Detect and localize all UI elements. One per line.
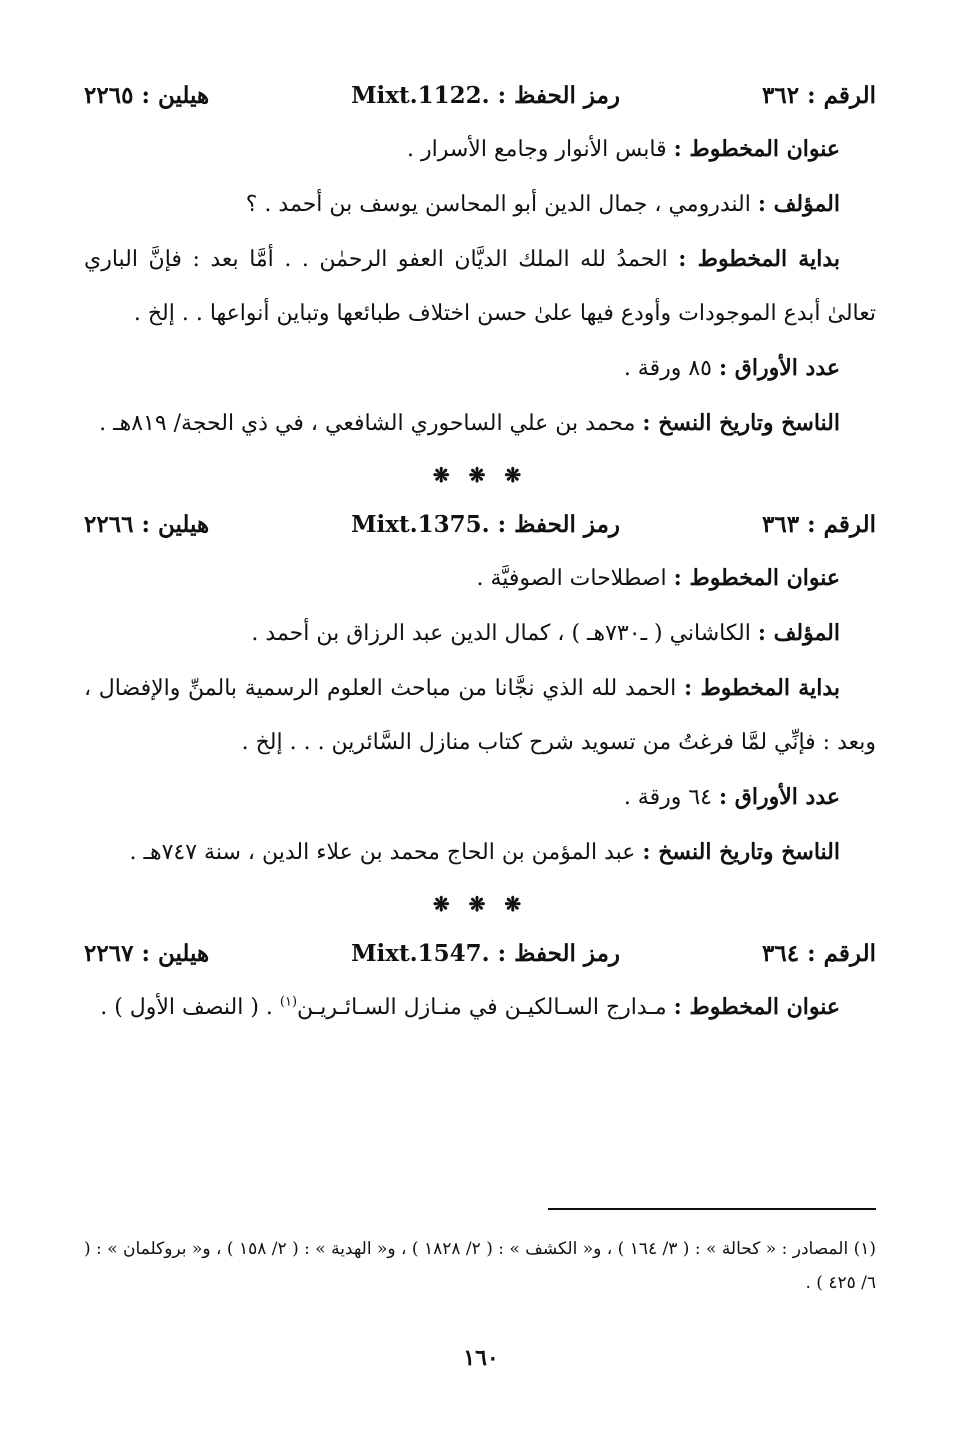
- call-number-value: Mixt.1547.: [351, 940, 490, 967]
- footnote: (١) المصادر : « كحالة » : ( ٣/ ١٦٤ ) ، و« الكشف » : ( ٢/ ١٨٢٨ ) ، و« الهدية » : ( ٢/ ١٥٨ ) ، و« بروكلمان » : ( ٦/ ٤٢٥ ) .: [84, 1239, 876, 1293]
- copyist-value: عبد المؤمن بن الحاج محمد بن علاء الدين ، سنة ٧٤٧هـ .: [129, 840, 636, 865]
- title-value: اصطلاحات الصوفيَّة .: [476, 566, 667, 591]
- copyist-label: الناسخ وتاريخ النسخ :: [642, 839, 840, 865]
- title-label: عنوان المخطوط :: [673, 565, 840, 591]
- manuscript-copyist: [84, 825, 876, 880]
- title-value-after: . ( النصف الأول ) .: [100, 995, 280, 1020]
- incipit-label: بداية المخطوط :: [683, 675, 840, 701]
- manuscript-entry-362: [84, 70, 876, 451]
- entry-number: الرقم : ٣٦٢: [762, 82, 876, 109]
- call-number-label: رمز الحفظ :: [497, 82, 621, 109]
- folios-value: ٦٤ ورقة .: [623, 785, 712, 810]
- catalog-page: [84, 70, 876, 1035]
- manuscript-copyist: [84, 396, 876, 451]
- manuscript-entry-364: [84, 928, 876, 1035]
- helen-number: هيلين : ٢٢٦٥: [84, 82, 210, 109]
- call-number: [351, 928, 620, 980]
- entry-separator: ❋ ❋ ❋: [432, 463, 528, 487]
- call-number: [351, 70, 620, 122]
- manuscript-author: [84, 177, 876, 232]
- entry-header: [84, 70, 876, 122]
- call-number: [351, 499, 620, 551]
- manuscript-author: [84, 606, 876, 661]
- footnote-marker[interactable]: (١): [279, 994, 298, 1010]
- entry-number: الرقم : ٣٦٣: [762, 511, 876, 538]
- manuscript-entry-363: [84, 499, 876, 880]
- incipit-label: بداية المخطوط :: [678, 246, 840, 272]
- entry-number: الرقم : ٣٦٤: [762, 940, 876, 967]
- manuscript-incipit: [84, 232, 876, 341]
- page-number: ١٦٠: [463, 1345, 499, 1371]
- manuscript-folios: [84, 341, 876, 396]
- helen-number: هيلين : ٢٢٦٦: [84, 511, 210, 538]
- folios-label: عدد الأوراق :: [719, 355, 840, 381]
- manuscript-title: [84, 551, 876, 606]
- call-number-label: رمز الحفظ :: [497, 511, 621, 538]
- folios-label: عدد الأوراق :: [719, 784, 840, 810]
- folios-value: ٨٥ ورقة .: [623, 356, 712, 381]
- title-value: مـدارج السـالكيـن في منـازل السـائـريـن: [297, 995, 667, 1020]
- incipit-value: الحمدُ لله الملك الديَّان العفو الرحمٰن . . أمَّا بعد : فإنَّ الباري تعالىٰ أبدع الموجودات وأودع فيها علىٰ حسن اختلاف طبائعها وتباين أنواعها . . إلخ .: [84, 247, 876, 326]
- entry-header: [84, 928, 876, 980]
- manuscript-title: [84, 980, 876, 1035]
- author-label: المؤلف :: [757, 191, 840, 217]
- manuscript-incipit: [84, 661, 876, 770]
- call-number-value: Mixt.1122.: [351, 82, 490, 109]
- entry-separator: ❋ ❋ ❋: [432, 892, 528, 916]
- call-number-value: Mixt.1375.: [351, 511, 490, 538]
- incipit-value: الحمد لله الذي نجَّانا من مباحث العلوم الرسمية بالمنِّ والإفضال ، وبعد : فإنِّي لمَّا فرغتُ من تسويد شرح كتاب منازل السَّائرين . . . إلخ .: [84, 676, 876, 755]
- entry-header: [84, 499, 876, 551]
- copyist-label: الناسخ وتاريخ النسخ :: [642, 410, 840, 436]
- manuscript-title: [84, 122, 876, 177]
- author-value: الندرومي ، جمال الدين أبو المحاسن يوسف بن أحمد . ؟: [245, 192, 751, 217]
- author-value: الكاشاني ( ـ٧٣٠هـ ) ، كمال الدين عبد الرزاق بن أحمد .: [251, 621, 751, 646]
- manuscript-folios: [84, 770, 876, 825]
- footnote-rule: [548, 1208, 876, 1210]
- title-label: عنوان المخطوط :: [673, 994, 840, 1020]
- call-number-label: رمز الحفظ :: [497, 940, 621, 967]
- helen-number: هيلين : ٢٢٦٧: [84, 940, 210, 967]
- author-label: المؤلف :: [757, 620, 840, 646]
- title-label: عنوان المخطوط :: [673, 136, 840, 162]
- title-value: قابس الأنوار وجامع الأسرار .: [407, 137, 667, 162]
- copyist-value: محمد بن علي الساحوري الشافعي ، في ذي الحجة/ ٨١٩هـ .: [99, 411, 636, 436]
